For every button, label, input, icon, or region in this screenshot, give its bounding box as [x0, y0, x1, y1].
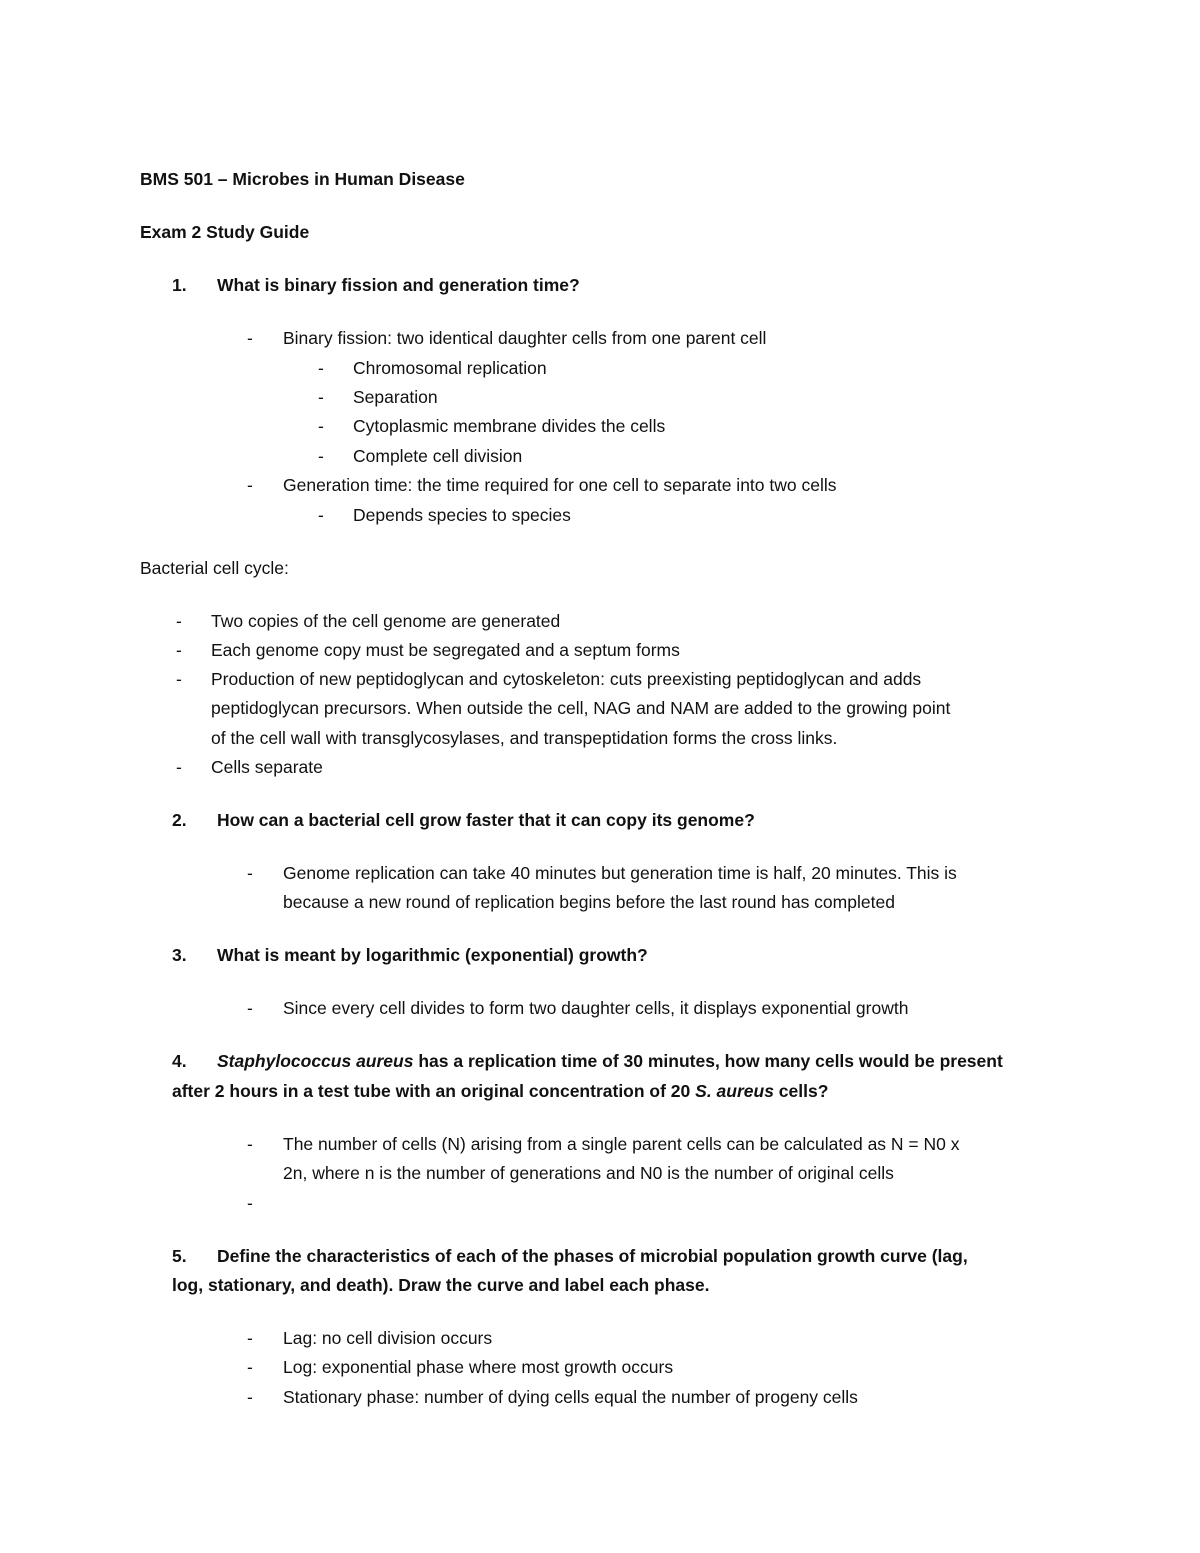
question-4-text-line1 [217, 1050, 1003, 1072]
cell-cycle-bullet: Cells separate [211, 757, 323, 777]
bullet-dash: - [247, 863, 253, 883]
question-4-text-line2 [172, 1080, 828, 1102]
bullet-dash: - [247, 475, 253, 495]
q1-sub-bullet: Separation [353, 387, 438, 407]
question-5-number: 5. [172, 1246, 187, 1266]
cell-cycle-bullet-continued: peptidoglycan precursors. When outside the cell, NAG and NAM are added to the growing point [211, 698, 951, 718]
q2-answer-continued: because a new round of replication begins before the last round has completed [283, 892, 895, 912]
q1-sub-bullet: Cytoplasmic membrane divides the cells [353, 416, 666, 436]
q1-bullet: Binary fission: two identical daughter cells from one parent cell [283, 328, 767, 348]
cell-cycle-heading: Bacterial cell cycle: [140, 558, 289, 578]
bullet-dash: - [247, 1328, 253, 1348]
species-name: Staphylococcus aureus [217, 1051, 414, 1071]
question-3-text: What is meant by logarithmic (exponential) growth? [217, 945, 648, 965]
q3-answer: Since every cell divides to form two daughter cells, it displays exponential growth [283, 998, 909, 1018]
q1-sub-bullet: Depends species to species [353, 505, 571, 525]
bullet-dash: - [247, 328, 253, 348]
bullet-dash: - [247, 1193, 253, 1213]
question-1-number: 1. [172, 275, 187, 295]
question-2-text: How can a bacterial cell grow faster that it can copy its genome? [217, 810, 755, 830]
species-name-short: S. aureus [695, 1081, 774, 1101]
q1-sub-bullet: Chromosomal replication [353, 358, 547, 378]
bullet-dash: - [318, 387, 324, 407]
question-1-text: What is binary fission and generation time? [217, 275, 580, 295]
bullet-dash: - [318, 358, 324, 378]
bullet-dash: - [247, 1134, 253, 1154]
course-title: BMS 501 – Microbes in Human Disease [140, 169, 465, 189]
bullet-dash: - [176, 611, 182, 631]
question-5-text-continued: log, stationary, and death). Draw the curve and label each phase. [172, 1275, 710, 1295]
bullet-dash: - [176, 640, 182, 660]
question-3-number: 3. [172, 945, 187, 965]
q5-bullet: Stationary phase: number of dying cells equal the number of progeny cells [283, 1387, 858, 1407]
question-2-number: 2. [172, 810, 187, 830]
bullet-dash: - [176, 757, 182, 777]
q4-answer-continued: 2n, where n is the number of generations and N0 is the number of original cells [283, 1163, 894, 1183]
cell-cycle-bullet: Two copies of the cell genome are generated [211, 611, 561, 631]
bullet-dash: - [318, 416, 324, 436]
bullet-dash: - [318, 505, 324, 525]
q5-bullet: Log: exponential phase where most growth occurs [283, 1357, 674, 1377]
bullet-dash: - [176, 669, 182, 689]
q2-answer: Genome replication can take 40 minutes but generation time is half, 20 minutes. This is [283, 863, 957, 883]
q4-answer: The number of cells (N) arising from a single parent cells can be calculated as N = N0 x [283, 1134, 960, 1154]
cell-cycle-bullet: Production of new peptidoglycan and cytoskeleton: cuts preexisting peptidoglycan and adds [211, 669, 922, 689]
bullet-dash: - [247, 998, 253, 1018]
bullet-dash: - [318, 446, 324, 466]
q1-bullet: Generation time: the time required for one cell to separate into two cells [283, 475, 837, 495]
question-4-text: cells? [773, 1081, 829, 1101]
q1-sub-bullet: Complete cell division [353, 446, 523, 466]
bullet-dash: - [247, 1357, 253, 1377]
question-4-text: after 2 hours in a test tube with an original concentration of 20 [172, 1081, 696, 1101]
study-guide-title: Exam 2 Study Guide [140, 222, 310, 242]
cell-cycle-bullet: Each genome copy must be segregated and a septum forms [211, 640, 680, 660]
question-5-text: Define the characteristics of each of the phases of microbial population growth curve (lag, [217, 1246, 968, 1266]
q5-bullet: Lag: no cell division occurs [283, 1328, 493, 1348]
question-4-text: has a replication time of 30 minutes, how many cells would be present [413, 1051, 1003, 1071]
question-4-number: 4. [172, 1051, 187, 1071]
bullet-dash: - [247, 1387, 253, 1407]
cell-cycle-bullet-continued: of the cell wall with transglycosylases, and transpeptidation forms the cross links. [211, 728, 838, 748]
